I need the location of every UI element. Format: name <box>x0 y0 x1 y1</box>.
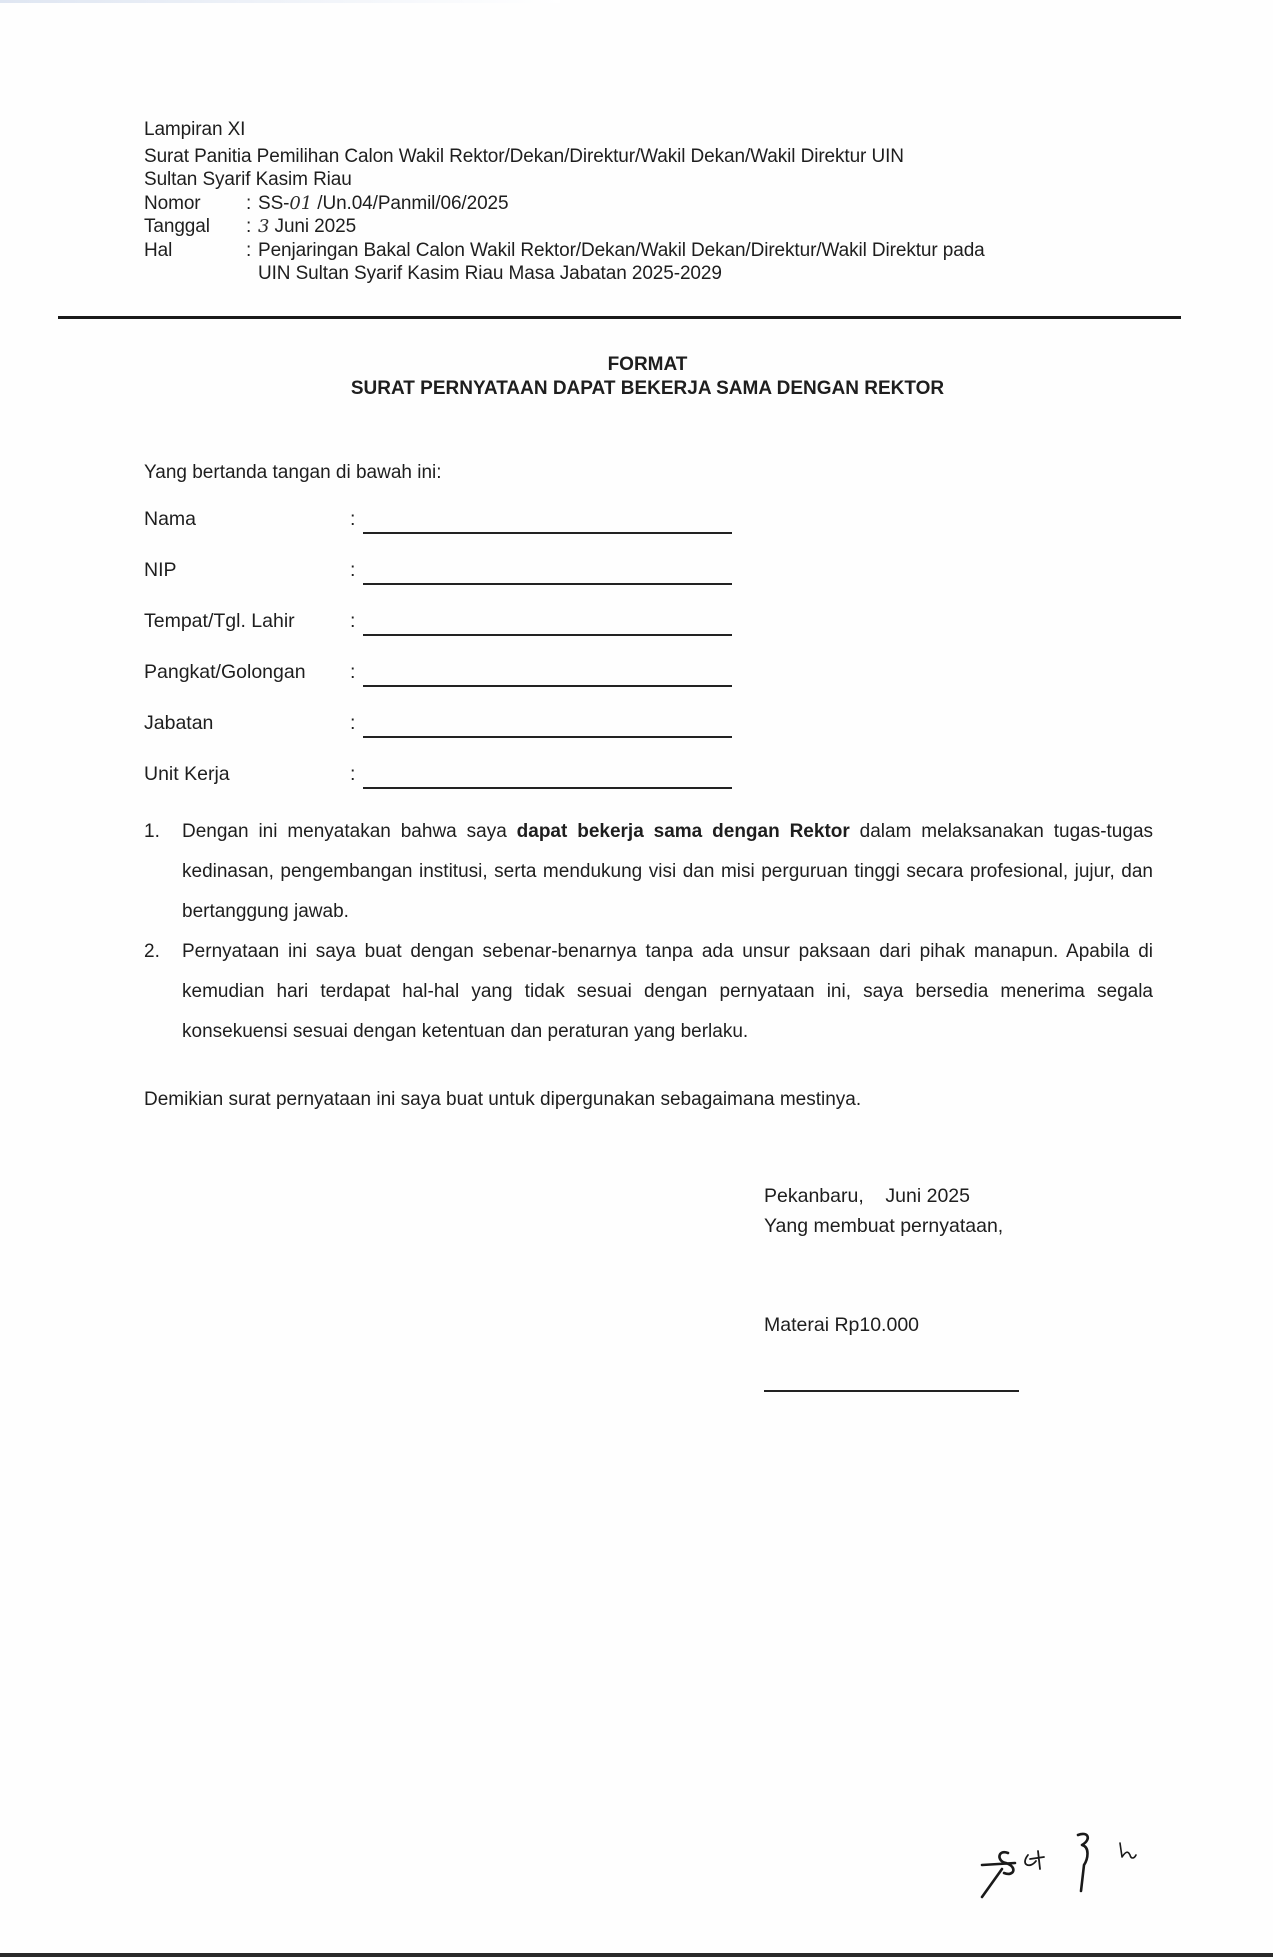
tempat-tgl-lahir-blank-line[interactable] <box>363 634 732 636</box>
colon: : <box>246 192 252 214</box>
colon: : <box>246 216 252 237</box>
nama-blank-line[interactable] <box>363 532 732 534</box>
statement-text <box>182 812 1153 932</box>
colon: : <box>350 712 356 734</box>
pangkat-golongan-blank-line[interactable] <box>363 685 732 687</box>
jabatan-blank-line[interactable] <box>363 736 732 738</box>
closing-text: Demikian surat pernyataan ini saya buat untuk dipergunakan sebagaimana mestinya. <box>144 1089 862 1110</box>
tanggal-handwritten: 3 <box>258 216 270 237</box>
signature-block <box>764 1181 1003 1241</box>
signature-line[interactable] <box>764 1390 1019 1392</box>
field-label: Tempat/Tgl. Lahir <box>144 610 295 632</box>
materai-label: Materai Rp10.000 <box>764 1314 920 1336</box>
colon: : <box>246 239 252 261</box>
tanggal-row <box>144 215 1174 239</box>
statement-item <box>144 812 1153 932</box>
statement-number: 1. <box>144 821 160 842</box>
header-divider <box>58 316 1181 319</box>
letter-header <box>144 118 1174 286</box>
surat-line-1: Surat Panitia Pemilihan Calon Wakil Rektor/Dekan/Direktur/Wakil Dekan/Wakil Direktur UIN <box>144 145 904 167</box>
place-date: Pekanbaru, Juni 2025 <box>764 1185 970 1207</box>
field-label: Unit Kerja <box>144 763 230 785</box>
colon: : <box>350 661 356 683</box>
field-label: Pangkat/Golongan <box>144 661 306 683</box>
nomor-handwritten: 01 <box>289 192 313 214</box>
lampiran-label: Lampiran XI <box>144 119 246 140</box>
statement-text-part: dalam melaksanakan tugas-tugas kedinasan, pengembangan institusi, serta mendukung visi dan misi perguruan tinggi secara profesional, jujur, dan bertanggung jawab. <box>182 821 1154 922</box>
paraf-initials-signature <box>970 1825 1140 1905</box>
field-label: Jabatan <box>144 712 214 734</box>
statement-item <box>144 932 1153 1052</box>
initial-stroke <box>1120 1843 1136 1858</box>
unit-kerja-blank-line[interactable] <box>363 787 732 789</box>
colon: : <box>350 508 356 530</box>
scan-edge-top <box>0 0 560 3</box>
scan-edge-bottom <box>0 1953 1273 1957</box>
initial-stroke <box>1078 1834 1088 1891</box>
tanggal-suffix: Juni 2025 <box>269 216 357 237</box>
tanggal-label: Tanggal <box>144 216 210 237</box>
doc-title: SURAT PERNYATAAN DAPAT BEKERJA SAMA DENGAN REKTOR <box>350 378 945 399</box>
colon: : <box>350 559 356 581</box>
colon: : <box>350 610 356 632</box>
statement-list <box>144 812 1153 1052</box>
statement-number: 2. <box>144 941 160 962</box>
hal-label: Hal <box>144 239 173 261</box>
intro-text: Yang bertanda tangan di bawah ini: <box>144 462 442 483</box>
hal-line-1: Penjaringan Bakal Calon Wakil Rektor/Dekan/Wakil Dekan/Direktur/Wakil Direktur pada <box>258 239 985 261</box>
field-label: Nama <box>144 508 197 530</box>
initial-stroke <box>1025 1851 1044 1869</box>
nip-blank-line[interactable] <box>363 583 732 585</box>
signer-caption: Yang membuat pernyataan, <box>764 1215 1004 1237</box>
field-label: NIP <box>144 559 177 581</box>
nomor-prefix: SS- <box>258 192 290 214</box>
hal-line-2: UIN Sultan Syarif Kasim Riau Masa Jabatan 2025-2029 <box>258 263 722 284</box>
statement-text-part: Dengan ini menyatakan bahwa saya <box>182 821 517 842</box>
doc-title-format: FORMAT <box>607 354 688 375</box>
surat-line-2: Sultan Syarif Kasim Riau <box>144 169 352 190</box>
nomor-suffix: /Un.04/Panmil/06/2025 <box>312 192 509 214</box>
nomor-row <box>144 192 1174 216</box>
nomor-label: Nomor <box>144 192 201 214</box>
statement-text: Pernyataan ini saya buat dengan sebenar-benarnya tanpa ada unsur paksaan dari pihak manapun. Apabila di kemudian hari terdapat hal-hal yang tidak sesuai dengan pernyataan ini, saya bersedia menerima segala konsekuensi sesuai dengan ketentuan dan peraturan yang berlaku. <box>182 941 1153 1042</box>
hal-row <box>144 239 1174 263</box>
statement-emphasis: dapat bekerja sama dengan Rektor <box>516 821 850 842</box>
initial-stroke <box>982 1852 1015 1897</box>
colon: : <box>350 763 356 785</box>
